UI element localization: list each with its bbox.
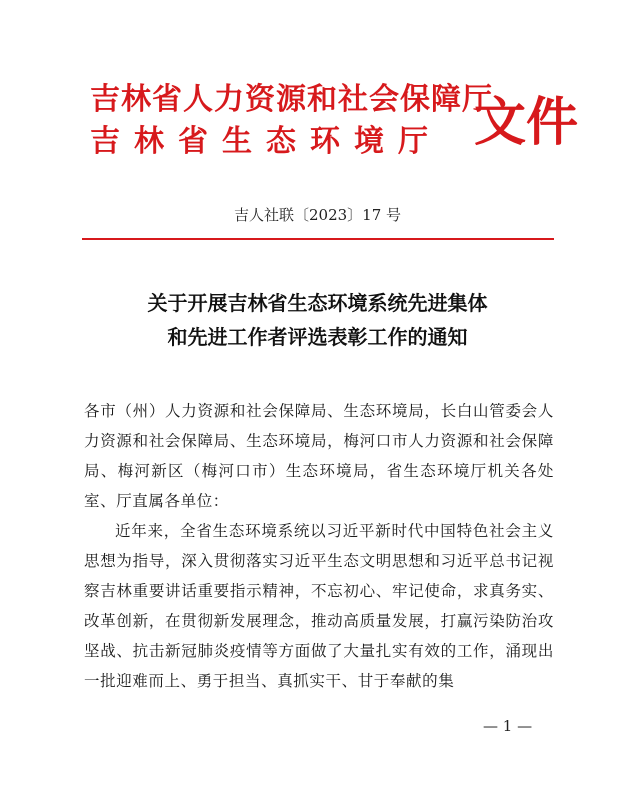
red-divider-line	[82, 238, 554, 240]
issuer-line-hrss: 吉林省人力资源和社会保障厅	[90, 82, 493, 117]
issuer-line-ecology: 吉林省生态环境厅	[90, 124, 442, 159]
document-title	[0, 286, 635, 354]
document-number: 吉人社联〔2023〕17 号	[233, 206, 402, 224]
document-type-label: 文件	[474, 92, 579, 153]
title-line-2: 和先进工作者评选表彰工作的通知	[167, 325, 468, 349]
document-body	[84, 396, 554, 696]
title-line-1: 关于开展吉林省生态环境系统先进集体	[147, 291, 488, 315]
body-paragraph: 近年来，全省生态环境系统以习近平新时代中国特色社会主义思想为指导，深入贯彻落实习近平生态文明思想和习近平总书记视察吉林重要讲话重要指示精神，不忘初心、牢记使命，求真务实、改革创新，在贯彻新发展理念，推动高质量发展，打赢污染防治攻坚战、抗击新冠肺炎疫情等方面做了大量扎实有效的工作，涌现出一批迎难而上、勇于担当、真抓实干、甘于奉献的集	[84, 522, 554, 690]
document-header	[78, 78, 579, 188]
salutation: 各市（州）人力资源和社会保障局、生态环境局，长白山管委会人力资源和社会保障局、生态环境局，梅河口市人力资源和社会保障局、梅河新区（梅河口市）生态环境局，省生态环境厅机关各处室、厅直属各单位：	[84, 402, 554, 510]
page-number: — 1 —	[483, 717, 533, 735]
